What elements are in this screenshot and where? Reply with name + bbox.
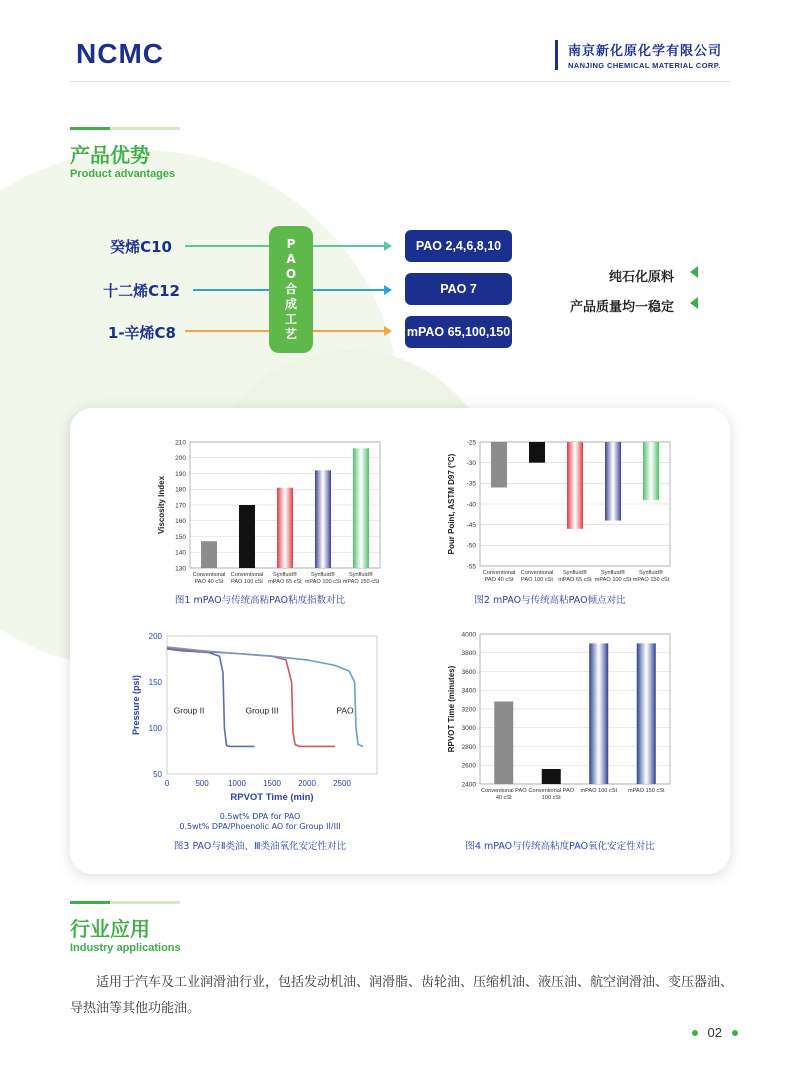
x-tick-label: Synfluid® [348, 572, 374, 578]
y-tick-label: 4000 [461, 631, 476, 639]
x-tick-label: PAO 40 cSt [484, 577, 514, 583]
y-tick-label: 190 [175, 470, 186, 478]
y-tick-label: 3000 [461, 725, 476, 733]
bar [605, 442, 621, 521]
y-axis-label: Pour Point, ASTM D97 (°C) [447, 453, 456, 555]
y-axis-label: Pressure (psi) [131, 674, 141, 736]
chart-rpvot-time [410, 628, 680, 813]
x-tick-label: mPAO 100 cSt [594, 577, 632, 583]
x-tick-label: 500 [195, 779, 209, 788]
x-tick-label: mPAO 100 cSt [304, 579, 342, 585]
x-tick-label: Synfluid® [562, 570, 588, 576]
y-tick-label: 3200 [461, 706, 476, 714]
section-bar [110, 127, 180, 130]
bar [637, 643, 656, 784]
y-axis-label: RPVOT Time (minutes) [447, 665, 456, 753]
x-tick-label: mPAO 65 cSt [268, 579, 302, 585]
x-tick-label: Synfluid® [638, 570, 664, 576]
y-tick-label: 140 [175, 549, 186, 557]
y-tick-label: 50 [153, 770, 162, 779]
series-label: Group III [245, 705, 279, 716]
section-title-en: Industry applications [70, 942, 181, 954]
page-number [692, 1025, 738, 1040]
chart-card [70, 408, 730, 874]
x-tick-label: mPAO 65 cSt [558, 577, 592, 583]
feature-stable-quality: 产品质量均一稳定 [569, 300, 674, 315]
x-tick-label: PAO 40 cSt [194, 579, 224, 585]
x-tick-label: Synfluid® [310, 572, 336, 578]
feed-c10: 癸烯C10 [110, 238, 172, 256]
company-name-en: NANJING CHEMICAL MATERIAL CORP. [567, 61, 721, 70]
y-tick-label: 3400 [461, 687, 476, 695]
x-tick-label: Conventional [230, 572, 264, 578]
x-tick-label: PAO 100 cSt [521, 577, 553, 583]
process-label-char: P [286, 237, 296, 251]
y-tick-label: 150 [148, 678, 162, 687]
y-tick-label: 160 [175, 518, 186, 526]
y-tick-label: -40 [466, 501, 476, 509]
y-tick-label: 100 [148, 724, 162, 733]
y-axis-label: Viscosity Index [157, 475, 166, 535]
dot-icon [692, 1030, 698, 1036]
section-title-zh: 产品优势 [70, 143, 150, 167]
x-tick-label: Conventional PAO [528, 788, 575, 794]
chart-caption: 图3 PAO与Ⅱ类油、Ⅲ类油氧化安定性对比 [173, 841, 347, 852]
feed-c12: 十二烯C12 [103, 282, 180, 300]
triangle-icon [690, 297, 698, 309]
bar [353, 448, 369, 568]
chart-notes [160, 812, 360, 832]
bar [542, 769, 561, 784]
x-tick-label: mPAO 150 cSt [627, 788, 665, 794]
process-label-char: A [286, 252, 296, 266]
y-tick-label: -55 [466, 563, 476, 571]
x-tick-label: mPAO 100 cSt [580, 788, 618, 794]
company-name [555, 40, 722, 70]
product-pao-low: PAO 2,4,6,8,10 [405, 230, 512, 262]
bar [201, 541, 217, 568]
x-tick-label: Conventional [520, 570, 554, 576]
y-tick-label: 3600 [461, 668, 476, 676]
x-tick-label: mPAO 150 cSt [632, 577, 670, 583]
x-tick-label: mPAO 150 cSt [342, 579, 380, 585]
dot-icon [732, 1030, 738, 1036]
series-label: PAO [336, 705, 354, 716]
y-tick-label: 210 [175, 439, 186, 447]
x-tick-label: Conventional PAO [480, 788, 527, 794]
bar [277, 488, 293, 568]
y-tick-label: -35 [466, 480, 476, 488]
company-name-zh: 南京新化原化学有限公司 [567, 44, 722, 59]
x-tick-label: Conventional [192, 572, 226, 578]
bar [589, 643, 608, 784]
process-label-char: 合 [284, 282, 297, 296]
y-tick-label: -30 [466, 459, 476, 467]
process-box [269, 226, 313, 353]
x-tick-label: 100 cSt [541, 795, 561, 801]
process-label-char: 成 [284, 297, 297, 311]
industry-description: 适用于汽车及工业润滑油行业，包括发动机油、润滑脂、齿轮油、压缩机油、液压油、航空润滑油、变压器油、导热油等其他功能油。 [70, 975, 734, 1016]
x-tick-label: Synfluid® [600, 570, 626, 576]
x-tick-label: 40 cSt [495, 795, 512, 801]
bar [643, 442, 659, 500]
product-pao7: PAO 7 [405, 273, 512, 305]
chart-note: 0.5wt% DPA/Phoenolic AO for Group II/III [179, 822, 341, 831]
chart-caption: 图1 mPAO与传统高粘PAO粘度指数对比 [174, 595, 346, 606]
chart-pour-point [410, 436, 680, 601]
x-tick-label: 1500 [263, 779, 281, 788]
product-mpao: mPAO 65,100,150 [405, 316, 512, 348]
bar [529, 442, 545, 463]
y-tick-label: 170 [175, 502, 186, 510]
company-logo [76, 38, 164, 70]
y-tick-label: -50 [466, 542, 476, 550]
section-title-zh: 行业应用 [70, 917, 150, 941]
section-bar [70, 901, 110, 904]
chart-rpvot-pressure [125, 628, 385, 828]
chart-note: 0.5wt% DPA for PAO [219, 812, 301, 821]
y-tick-label: 2600 [461, 762, 476, 770]
section-bar [110, 901, 180, 904]
bar [491, 442, 507, 487]
x-axis-label: RPVOT Time (min) [230, 792, 314, 803]
chart-viscosity-index [120, 436, 390, 601]
bar [239, 505, 255, 568]
y-tick-label: 200 [148, 632, 162, 641]
section-title-en: Product advantages [70, 168, 176, 180]
process-label-char: 艺 [284, 327, 297, 341]
feature-petro-raw: 纯石化原料 [608, 270, 674, 285]
y-tick-label: 130 [175, 565, 186, 573]
series-line [167, 647, 363, 746]
x-tick-label: 2000 [298, 779, 316, 788]
process-label-char: 工 [284, 312, 297, 326]
y-tick-label: 180 [175, 486, 186, 494]
x-tick-label: PAO 100 cSt [231, 579, 263, 585]
bar [315, 470, 331, 568]
triangle-icon [690, 266, 698, 278]
x-tick-label: 1000 [228, 779, 246, 788]
bar [494, 702, 513, 785]
y-tick-label: 2800 [461, 743, 476, 751]
y-tick-label: 2400 [461, 781, 476, 789]
process-label-char: O [285, 267, 297, 281]
y-tick-label: 200 [175, 455, 186, 463]
x-tick-label: Synfluid® [272, 572, 298, 578]
x-tick-label: 2500 [333, 779, 351, 788]
y-tick-label: -25 [466, 439, 476, 447]
chart-caption: 图4 mPAO与传统高粘度PAO氧化安定性对比 [465, 841, 655, 852]
series-label: Group II [173, 705, 205, 716]
y-tick-label: -45 [466, 521, 476, 529]
logo-text: NCMC [76, 38, 164, 69]
section-title-advantages [70, 143, 175, 181]
page-number-text: 02 [707, 1025, 722, 1040]
x-tick-label: 0 [164, 779, 170, 788]
bar [567, 442, 583, 529]
y-tick-label: 150 [175, 533, 186, 541]
feed-c8: 1-辛烯C8 [107, 324, 176, 342]
series-line [167, 649, 255, 747]
x-tick-label: Conventional [482, 570, 516, 576]
process-label [285, 237, 297, 342]
y-tick-label: 3800 [461, 650, 476, 658]
section-title-industry [70, 917, 181, 955]
header-divider [70, 81, 730, 82]
section-bar [70, 127, 110, 130]
series-line [167, 648, 335, 746]
chart-caption: 图2 mPAO与传统高粘PAO倾点对比 [474, 595, 626, 606]
